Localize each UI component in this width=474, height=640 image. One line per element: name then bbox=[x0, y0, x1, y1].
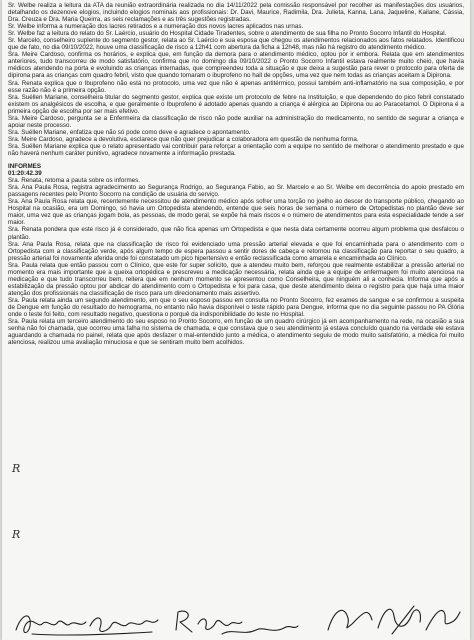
handwritten-signature-3 bbox=[322, 600, 462, 638]
timestamp: 01:20:42.39 bbox=[8, 170, 42, 178]
section-title: INFORMES bbox=[8, 163, 41, 171]
paragraph: Sr. Welbe informa a numeração dos lacres retirados e a numeração dos novos lacres aplicados nas urnas. bbox=[8, 23, 304, 31]
paragraph: Sra. Suéllen Mariane, enfatiza que não só pode como deve e agradece o apontamento. bbox=[8, 128, 251, 136]
informe-paragraph: Sra. Ana Paula Rosa, relata que na classificação de risco foi evidenciado uma pressão arterial elevada e que foi encaminhada para o atendimento com o Ortopedista com a classificação verde, após algum tempo de espera passou a sentir dores de cabeça e retornou na classificação para reportar o seu quadro, a pressão arterial foi novamente aferida onde foi constatado um pico hipertensivo e então reclassificada como amarela e encaminhada ao Clínico. bbox=[8, 240, 464, 262]
paragraph: Sra. Meire Cardoso, agradece a devolutiva, esclarece que não quer prejudicar a colaboradora em questão de nenhuma forma. bbox=[8, 135, 359, 143]
informe-paragraph: Sra. Renata, retoma a pauta sobre os informes. bbox=[8, 177, 141, 185]
handwritten-signature-2 bbox=[172, 604, 302, 638]
informe-paragraph: Sra. Paula relata ainda um segundo atendimento, em que o seu esposo passou em consulta no Pronto Socorro, fez exames de sangue e se confirmou a suspeita de Dengue em função do resultado do hemograma, no entanto não havia disponível o teste rápido para Dengue, informa que no dia seguinte passou no PA Glória onde o teste foi feito, com resultado negativo, questiona o porquê da indisponibilidade do teste no Hospital. bbox=[8, 296, 464, 319]
paragraph: Sra. Suéllen Mariane, conselheira titular do segmento gestor, explica que existe um protocolo de febre na Instituição, e que dependendo do pico febril constatado existem os analgésicos de escolha, e que geralmente o Ibuprofeno é adotado apenas quando a criança é alérgica ao Dipirona ou ao Paracetamol. O Dipirona é a primeira opção de escolha por ser mais efetivo. bbox=[8, 93, 464, 115]
document-body bbox=[8, 2, 464, 346]
signatures-area bbox=[2, 600, 470, 640]
informe-paragraph: Sra. Paula relata um terceiro atendimento do seu esposo no Pronto Socorro, em função de um quadro cirúrgico já em acompanhamento na rede, na ocasião a sua senha não foi chamada, que ocorreu uma falha no sistema de chamada, e que constava que o seu atendimento já estava concluído quando na verdade ele estava aguardando a chamada no painel, relata que após desfazer o mal-entendido junto a médica, o atendimento seguiu de modo muito satisfatório, a médica foi muito atenciosa, realizou uma avaliação minuciosa e que se sentiram muito bem acolhidos. bbox=[8, 318, 464, 347]
handwritten-signature-1 bbox=[12, 606, 162, 640]
informe-paragraph: Sra. Ana Paula Rosa, registra agradecimento ao Segurança Rodrigo, ao Segurança Fabio, ao Sr. Marcelo e ao Sr. Welbe em decorrência do apoio prestado em passagens recentes pelo Pronto Socorro na condição de usuária do serviço. bbox=[8, 184, 464, 199]
paragraph: Sra. Suéllen Mariane explica que o relato apresentado vai contribuir para reforçar a orientação com a equipe no sentido de melhorar o atendimento prestado e que não haverá nenhum caráter punitivo, agradece novamente a informação prestada. bbox=[8, 142, 464, 157]
paragraph: Sra. Renata explica que o Ibuprofeno não está no protocolo, uma vez que não é apenas antitérmico, possui também anti-inflamatório na sua composição, e por esse razão não é a primeira opção. bbox=[8, 79, 464, 94]
informe-paragraph: Sra. Ana Paula Rosa relata que, recentemente necessitou de atendimento médico após sofrer uma torção no joelho ao descer do transporte público, chegando ao Hospital na ocasião, era um Domingo, só havia um Ortopedista atendendo, entende que seis horas de semana o número de Ortopedistas no plantão deve ser maior, uma vez que as crianças jogam bola, as pessoas, de modo geral, se expõe há mais riscos e o número de atendimentos para esta especialidade tende a ser maior. bbox=[8, 198, 464, 227]
paragraph: Sr. Welbe realiza a leitura da ATA da reunião extraordinária realizada no dia 14/11/2022 pela comissão responsável por recolher as manifestações dos usuários, detalhando os dezenove elogios, incluindo elogios nominais aos profissionais: Dr. Davi, Maurice, Radimila, Dra. Julieta, Kanna, Lana, Jaqueline, Kailane, Cássia, Dra. Creuza e Dra. Maria Queirra, as seis reclamações e as três sugestões registradas. bbox=[8, 2, 464, 24]
informe-paragraph: Sra. Renata pondera que este risco já é considerado, que não fica apenas um Ortopedista e que nesta data certamente ocorreu algum problema que desfalcou o plantão. bbox=[8, 226, 464, 241]
informe-paragraph: Sra. Paula relata que então passou com o Clínico, que este for super solícito, que a atendeu muito bem, reforçou que realmente estabilizar a pressão arterial no momento era mais importante que a queixa ortopédica e prescreveu a medicação necessária, relata ainda que a equipe de enfermagem foi muito atenciosa na medicação e que tudo transcorreu bem, reitera que em nenhum momento se apresentou como Conselheira, que ninguém ali a conhecia. Informa que após a estabilização da pressão optou por abdicar do atendimento com o Ortopedista e foi para casa, que deste atendimento deixa o registro para que haja uma maior atenção dos profissionais na classificação de risco para um direcionamento mais assertivo. bbox=[8, 261, 464, 297]
paragraph: Sr. Marcelo, conselheiro suplente do segmento gestor, relata ao Sr. Laércio e sua esposa que chegou os atendimentos relacionados aos fatos relatados. Identificou que de fato, no dia 09/10/2022, houve uma classificação de risco a 12h41 com abertura da ficha a 12h48, mas não há registro do atendimento médico. bbox=[8, 37, 464, 52]
document-page bbox=[2, 0, 470, 640]
paragraph: Sr. Welbe faz a leitura do relato do Sr. Laércio, usuário do Hospital Cidade Tiradentes, sobre o atendimento de sua filha no Pronto Socorro Infantil do Hospital. bbox=[8, 30, 447, 38]
margin-handwritten-mark: R bbox=[12, 462, 21, 475]
paragraph: Sra. Meire Cardoso, confirma os horários, e explica que, em função da demora para o atendimento médico, optou por ir embora. Relata que em atendimentos anteriores, tudo transcorreu de modo satisfatório, confirma que no domingo dia 09/10/2022 o Pronto Socorro Infantil estava realmente muito cheio, que havia médicos atendendo na porta e evoluindo as crianças internadas, que compreendeu toda a situação e que deixa a sugestão para rever o protocolo para oferta de dipirona para as crianças com quadro febril, visto que quando tomaram o ibuprofeno no hall de opções, uma vez que nem todas as crianças aceitam a Dipirona. bbox=[8, 51, 464, 80]
margin-handwritten-mark: R bbox=[12, 528, 21, 541]
paragraph: Sra. Meire Cardoso, pergunta se a Enfermeira da classificação de risco não pode auxiliar na administração do medicamento, no sentido de segurar a criança e apoiar neste processo. bbox=[8, 114, 464, 129]
